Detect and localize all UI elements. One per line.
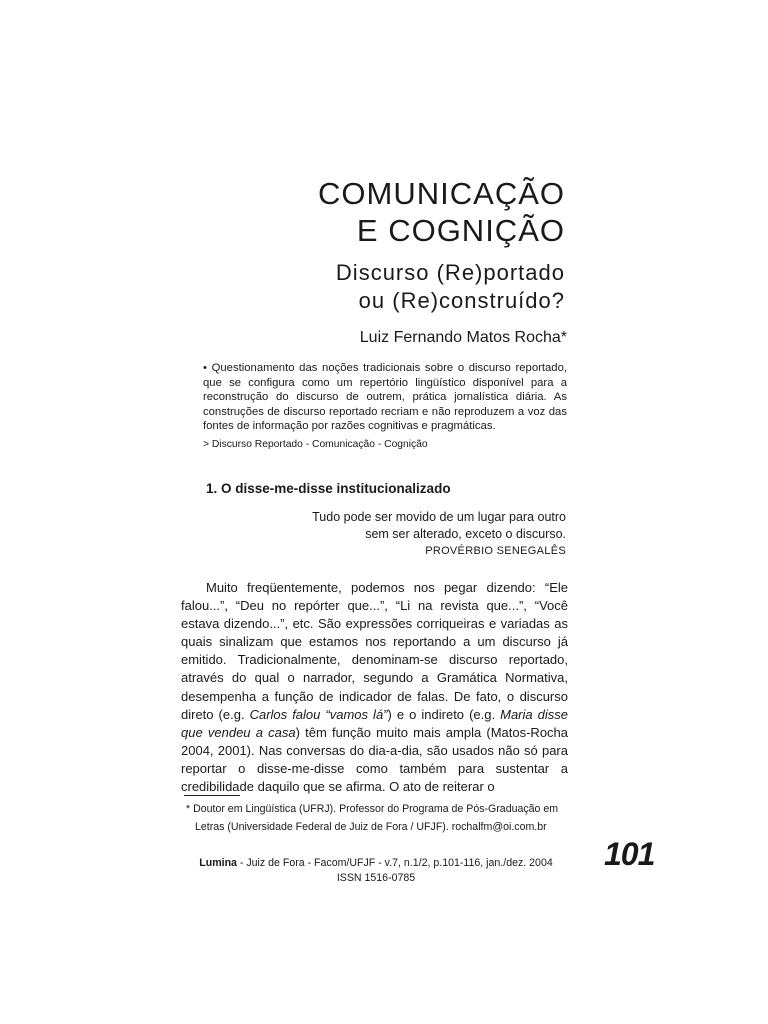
journal-footer — [184, 856, 568, 886]
body-segment-3: ) têm função muito mais ampla (Matos-Rocha 2004, 2001). Nas conversas do dia-a-dia, são usados não só para reportar o disse-me-disse como também para sustentar a credibilidade daquilo que se afirma. O ato de reiterar o — [181, 724, 569, 795]
footnote-line-1: * Doutor em Lingüística (UFRJ). Professor do Programa de Pós-Graduação em — [186, 803, 559, 815]
subtitle-line-2: ou (Re)construído? — [358, 288, 565, 313]
epigraph-line-1: Tudo pode ser movido de um lugar para outro — [312, 510, 566, 524]
body-segment-2: ) e o indireto (e.g. — [387, 706, 501, 722]
article-title-line-2: E COGNIÇÃO — [356, 213, 565, 248]
footnote-line-2: Letras (Universidade Federal de Juiz de Fora / UFJF). rochalfm@oi.com.br — [195, 821, 547, 833]
epigraph-line-2: sem ser alterado, exceto o discurso. — [365, 527, 566, 541]
issn: ISSN 1516-0785 — [336, 872, 416, 884]
body-paragraph — [181, 579, 568, 796]
author-name: Luiz Fernando Matos Rocha* — [359, 329, 567, 346]
page-number: 101 — [604, 836, 655, 872]
abstract: • Questionamento das noções tradicionais sobre o discurso reportado, que se configura como um repertório lingüístico disponível para a reconstrução do discurso de outrem, prática jornalística diária. As construções de discurso reportado recriam e não reproduzem a voz das fontes de informação por razões cognitivas e pragmáticas. — [203, 362, 567, 433]
body-text — [181, 579, 568, 796]
keywords: > Discurso Reportado - Comunicação - Cognição — [203, 439, 428, 450]
example-direct-speech: Carlos falou “vamos lá” — [249, 706, 388, 722]
journal-name: Lumina — [199, 857, 237, 869]
article-title-line-1: COMUNICAÇÃO — [318, 176, 565, 211]
citation-line — [184, 856, 568, 871]
epigraph-source: PROVÉRBIO SENEGALÊS — [425, 545, 566, 557]
epigraph — [260, 509, 566, 560]
example-indirect-speech: Maria disse que vendeu a casa — [181, 706, 568, 740]
citation-text: - Juiz de Fora - Facom/UFJF - v.7, n.1/2, p.101-116, jan./dez. 2004 — [236, 857, 553, 869]
footnote-divider — [184, 795, 240, 796]
footnote — [186, 800, 571, 836]
subtitle-line-1: Discurso (Re)portado — [335, 260, 565, 285]
body-segment-1: Muito freqüentemente, podemos nos pegar dizendo: “Ele falou...”, “Deu no repórter que...”, “Li na revista que...”, “Você estava dizendo...”, etc. São expressões corriqueiras e variadas as quais sinalizam que estamos nos reportando a um discurso já emitido. Tradicionalmente, denominam-se discurso reportado, através do qual o narrador, segundo a Gramática Normativa, desempenha a função de indicador de falas. De fato, o discurso direto (e.g. — [181, 580, 568, 722]
section-heading: 1. O disse-me-disse institucionalizado — [206, 481, 451, 496]
